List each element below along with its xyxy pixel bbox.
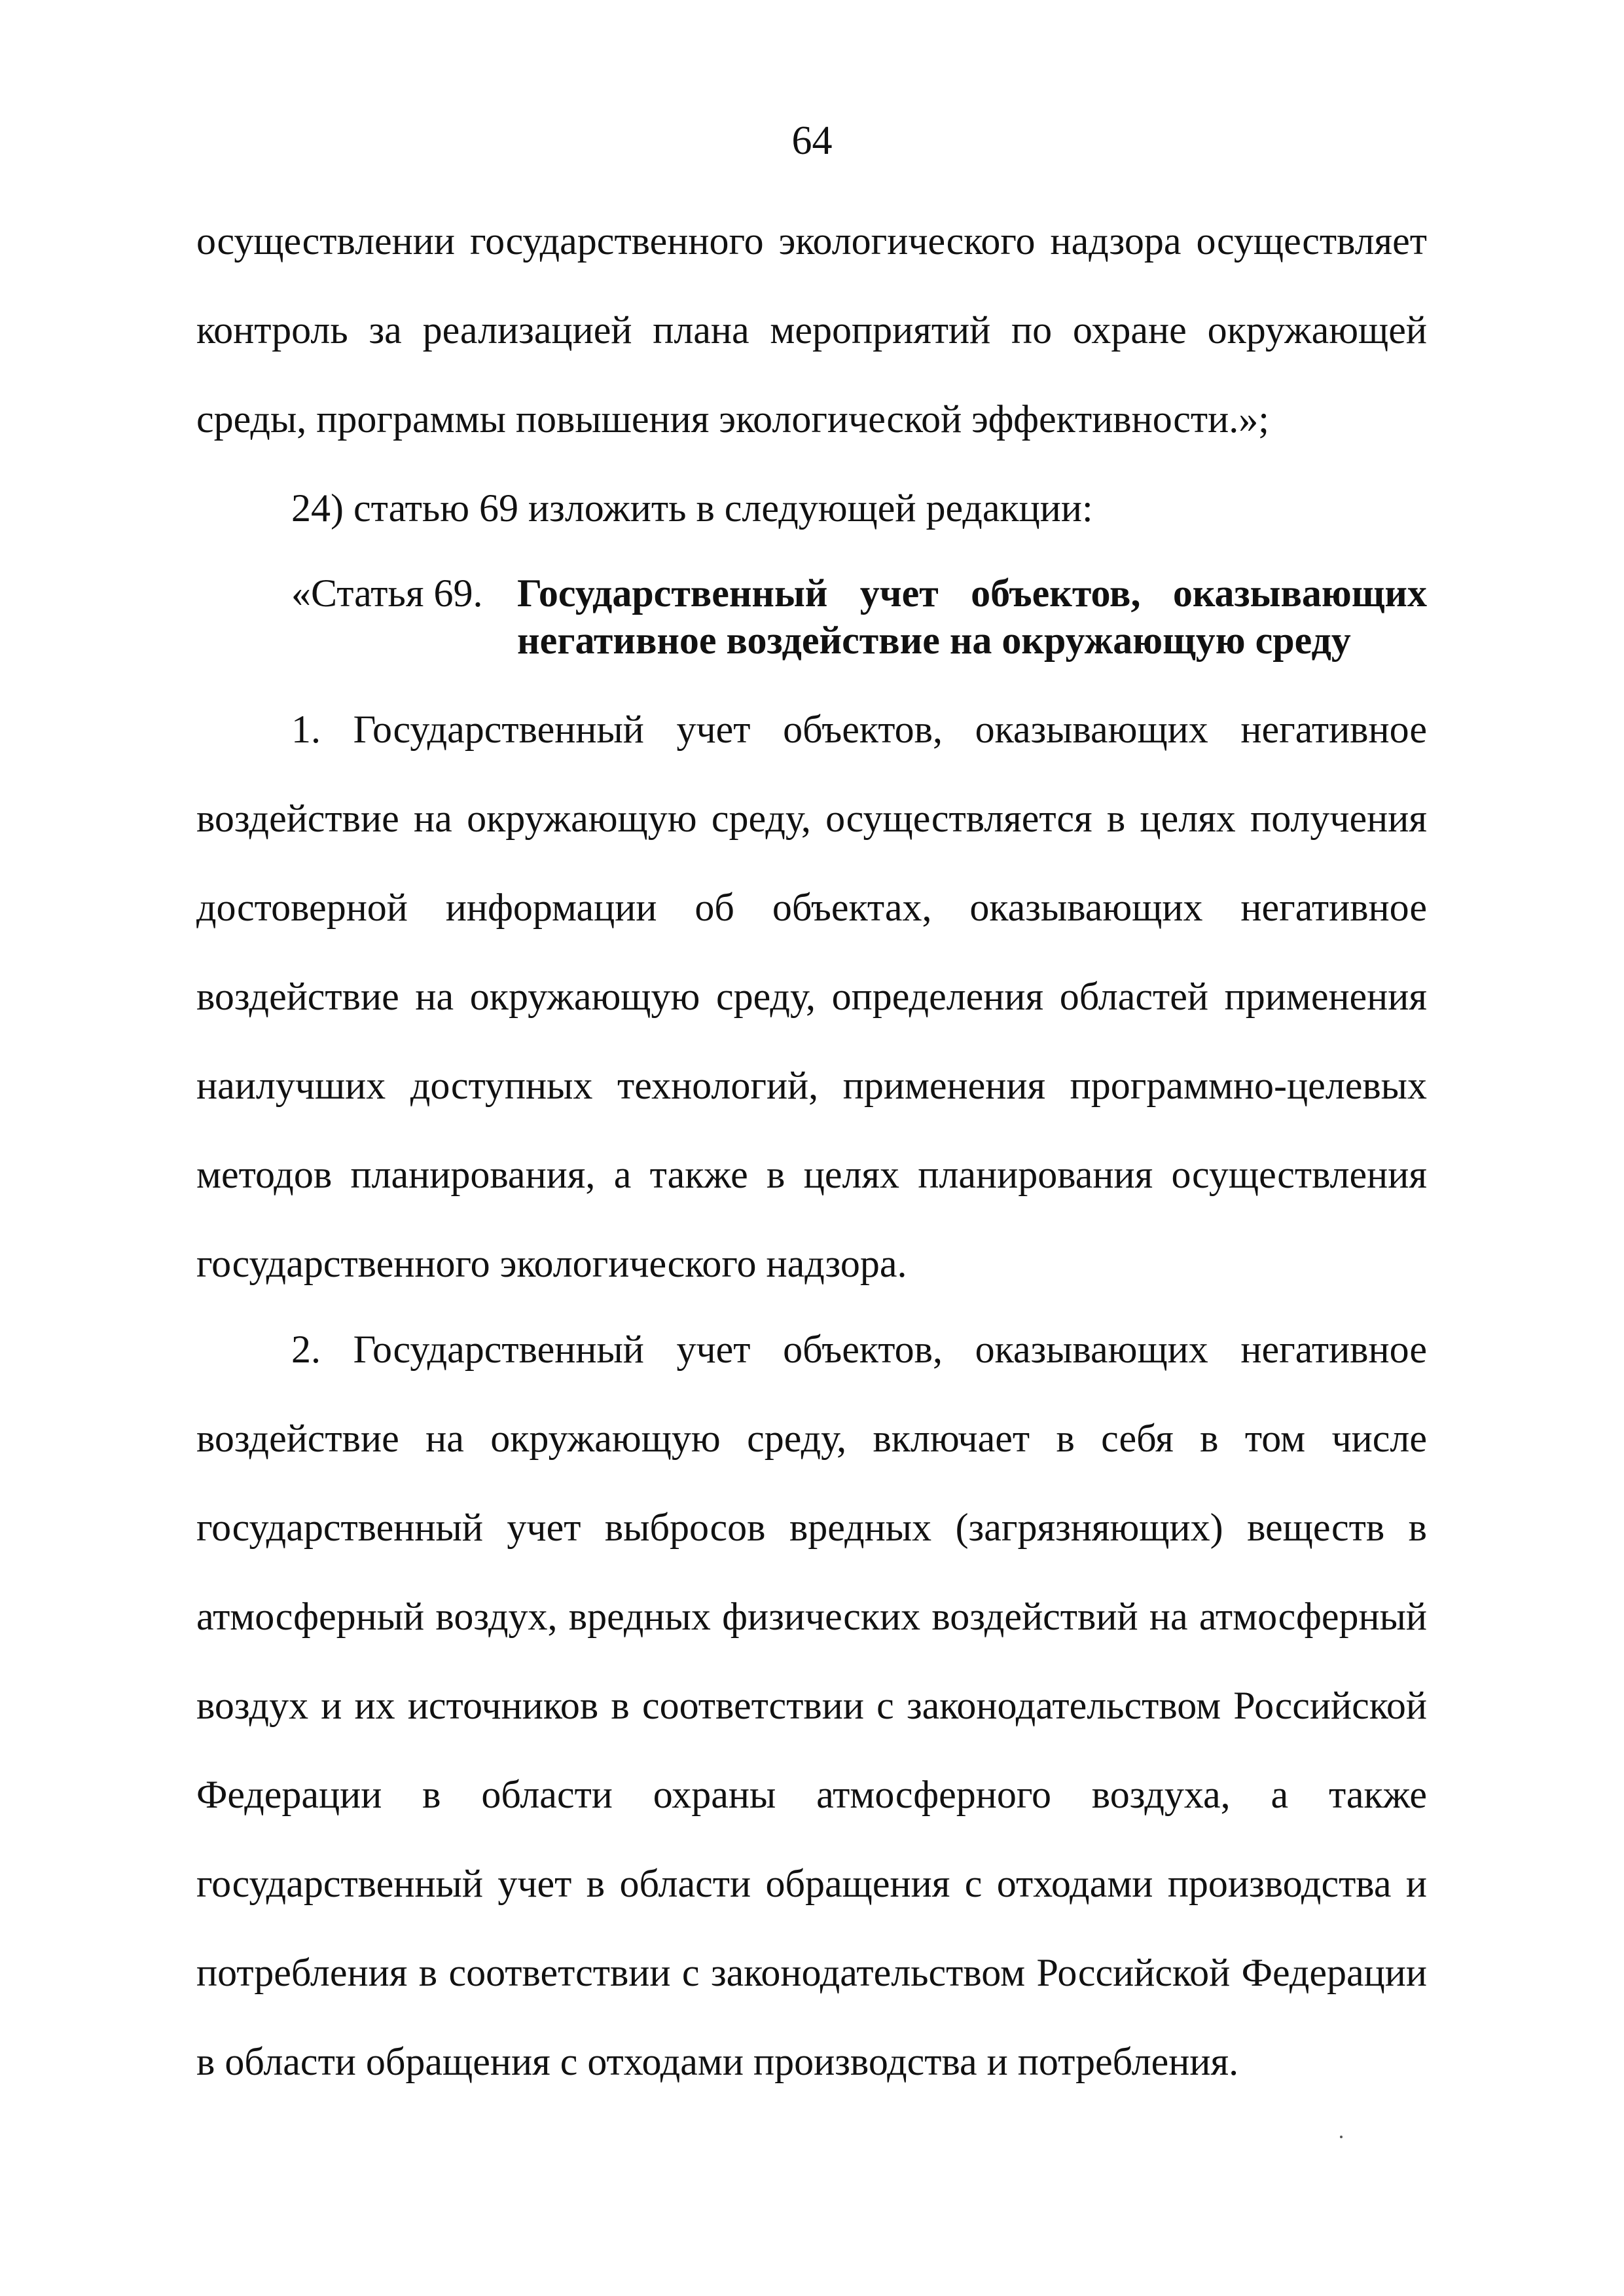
- article-paragraph-2: 2. Государственный учет объектов, оказывающих негативное воздействие на окружающую среду, включает в себя в том числе государственный учет выбросов вредных (загрязняющих) веществ в атмосферный воздух, вредных физических воздействий на атмосферный воздух и их источников в соответствии с законодательством Российской Федерации в области охраны атмосферного воздуха, а также государственный учет в области обращения с отходами производства и потребления в соответствии с законодательством Российской Федерации в области обращения с отходами производства и потребления.: [196, 1328, 1427, 2083]
- page-number: 64: [791, 118, 833, 163]
- article-paragraph-1: 1. Государственный учет объектов, оказывающих негативное воздействие на окружающую среду, осуществляется в целях получения достоверной информации об объектах, оказывающих негативное воздействие на окружающую среду, определения областей применения наилучших доступных технологий, применения программно-целевых методов планирования, а также в целях планирования осуществления государственного экологического надзора.: [196, 708, 1427, 1285]
- continuation-paragraph: осуществлении государственного экологического надзора осуществляет контроль за реализацией плана мероприятий по охране окружающей среды, программы повышения экологической эффективности.»;: [196, 219, 1427, 441]
- article-title: Государственный учет объектов, оказывающих негативное воздействие на окружающую среду: [517, 572, 1427, 662]
- scan-speck: [1340, 2136, 1343, 2138]
- article-heading: [291, 570, 1427, 664]
- article-number-label: «Статья 69.: [291, 572, 483, 615]
- amendment-item: 24) статью 69 изложить в следующей редакции:: [291, 486, 1093, 530]
